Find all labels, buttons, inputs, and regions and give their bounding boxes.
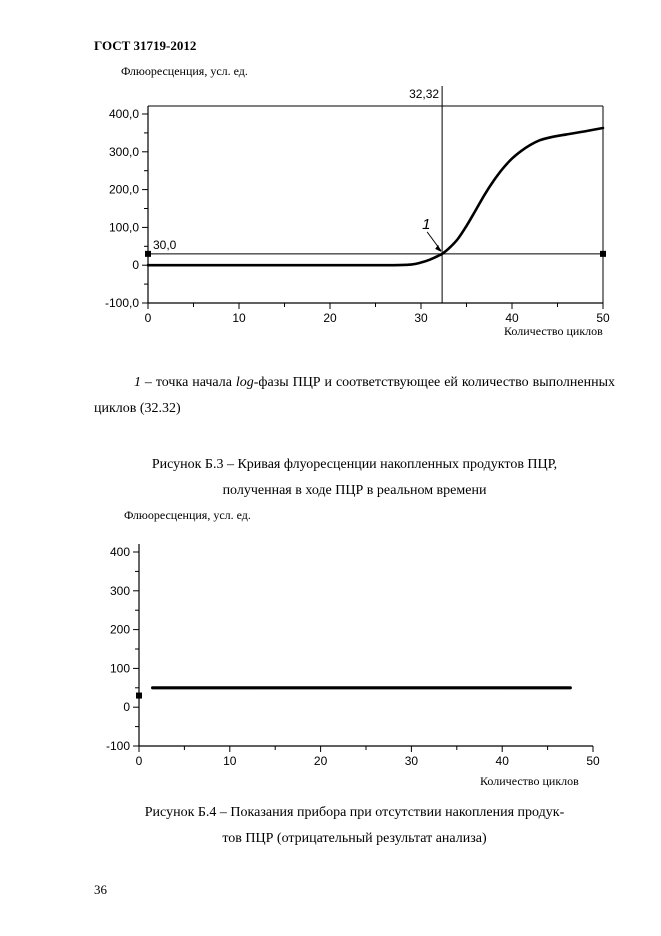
threshold-marker-left [145,251,151,257]
point-1-arrowhead [435,245,441,252]
figure-b3-caption-line2: полученная в ходе ПЦР в реальном времени [222,483,487,498]
chart1-y-tick-label: 400,0 [108,107,139,121]
chart1-y-tick-label: 200,0 [108,182,139,197]
threshold-marker-right [600,251,606,257]
chart2-y-tick-label: 100 [109,661,130,676]
figure-b4-caption [94,800,615,852]
chart1-x-tick-label: 30 [414,311,428,325]
chart2-plot [0,530,661,780]
chart1-plot [0,80,661,330]
chart2-y-tick-label: -100 [105,739,130,753]
chart1-y-tick-label: 100,0 [108,220,139,235]
ct-label: 32,32 [409,87,440,101]
chart2-y-tick-label: 400 [109,545,130,559]
chart1-x-tick-label: 0 [144,311,152,325]
chart2-x-tick-label: 20 [313,754,328,768]
chart1-series-line [148,128,603,265]
document-header: ГОСТ 31719-2012 [94,38,197,53]
note-text-2: -фазы ПЦР и соответствующее ей количество выполненных циклов (32.32) [94,375,616,416]
chart2-x-tick-label: 50 [586,754,600,768]
figure-b4-caption-line2: тов ПЦР (отрицательный результат анализа) [222,831,487,846]
chart2-y-tick-label: 0 [123,700,130,715]
note-text-1: – точка начала [141,375,236,390]
chart1-x-tick-label: 40 [505,311,519,325]
note-marker: 1 [134,375,141,390]
chart2-x-tick-label: 40 [495,754,509,768]
chart1-x-tick-label: 10 [232,311,246,325]
chart2-x-tick-label: 10 [223,754,237,768]
figure-b3-caption [94,452,615,504]
note-log: log [235,375,254,390]
page-number: 36 [94,882,107,897]
chart1-x-tick-label: 20 [323,311,337,325]
chart2-threshold-marker [136,693,142,699]
chart1-y-tick-label: 0 [132,258,139,273]
chart2-x-tick-label: 30 [404,754,419,768]
chart2-y-axis-label: Флюоресценция, усл. ед. [124,508,251,522]
point-1-label: 1 [422,215,431,233]
figure-note [94,370,615,422]
chart2-y-tick-label: 200 [109,622,130,637]
chart2-x-tick-label: 0 [135,754,143,768]
figure-b3-caption-line1: Рисунок Б.3 – Кривая флуоресценции накопленных продуктов ПЦР, [151,457,558,472]
chart1-y-tick-label: -100,0 [104,296,139,310]
figure-b4-caption-line1: Рисунок Б.4 – Показания прибора при отсутствии накопления продук- [144,805,565,820]
chart1-y-tick-label: 300,0 [108,144,139,159]
chart1-x-axis-label: Количество циклов [504,324,603,338]
threshold-label: 30,0 [153,237,177,252]
chart1-x-tick-label: 50 [596,311,610,325]
chart2-x-axis-label: Количество циклов [480,774,579,788]
chart2-y-tick-label: 300 [109,583,130,598]
chart1-y-axis-label: Флюоресценция, усл. ед. [121,64,248,78]
